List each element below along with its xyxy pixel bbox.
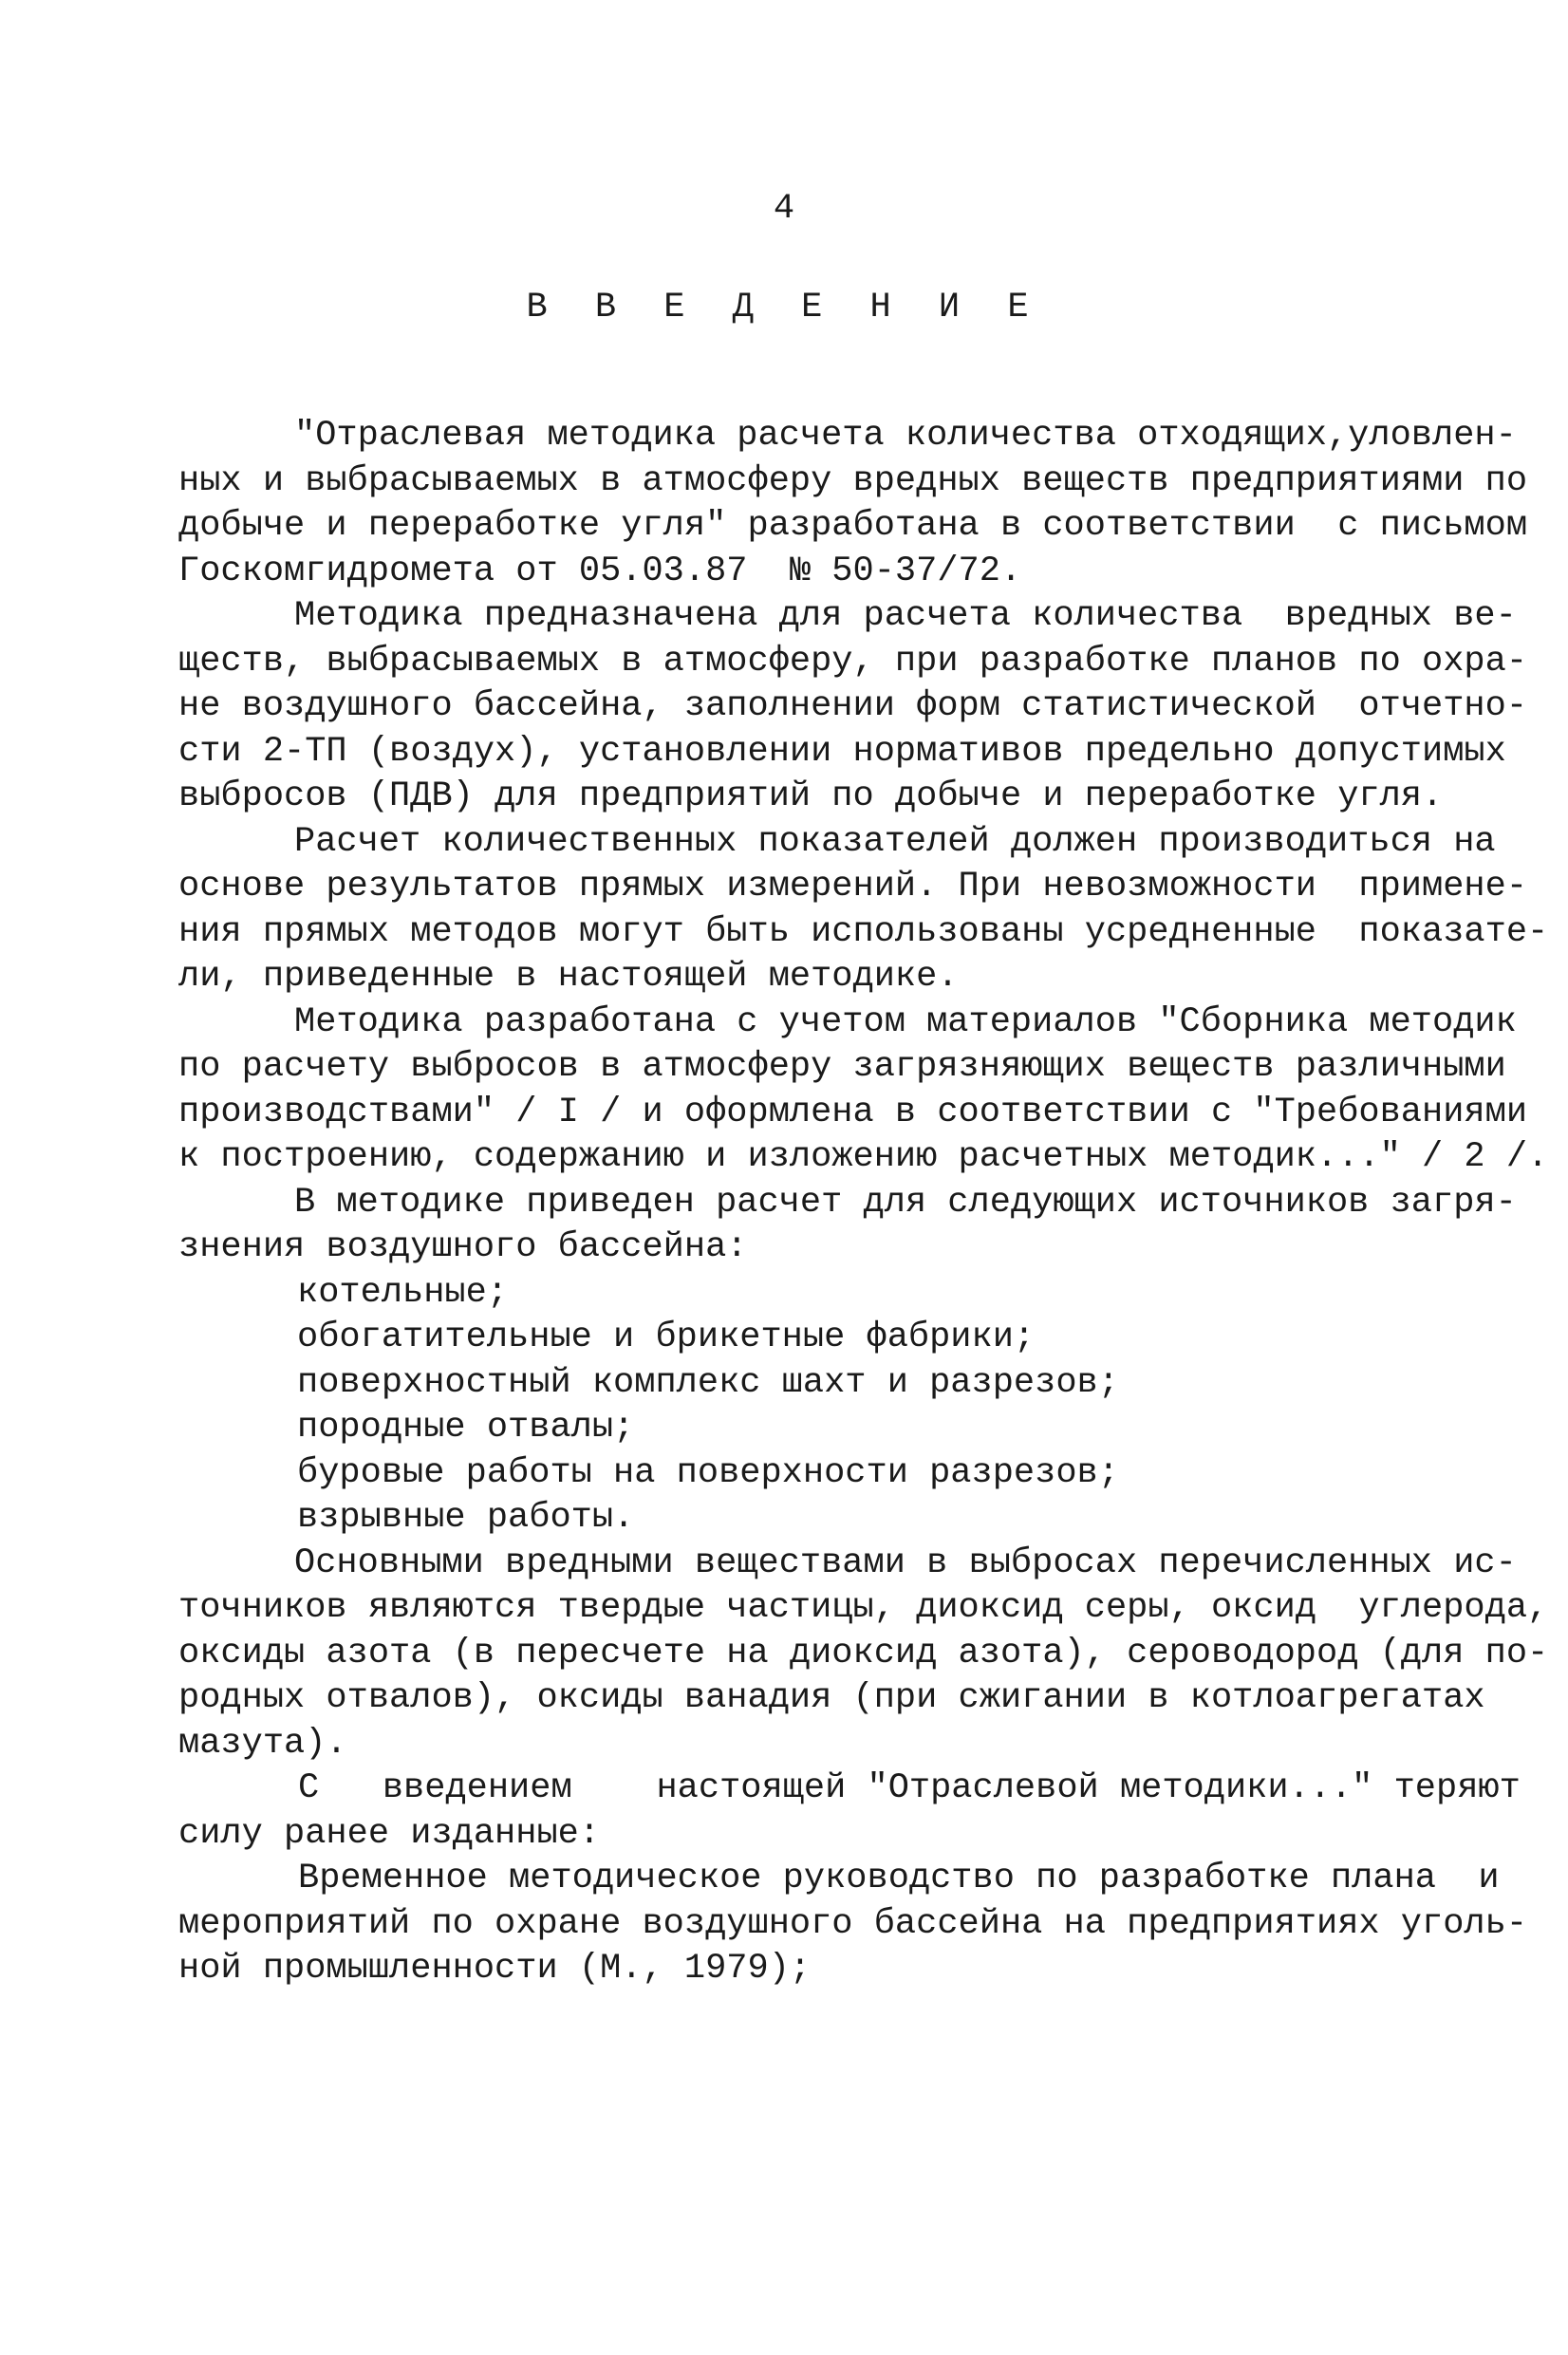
text-line: Методика разработана с учетом материалов "Сборника методик: [294, 1001, 1517, 1042]
text-line: основе результатов прямых измерений. При невозможности примене-: [178, 867, 1528, 906]
text-line: Методика предназначена для расчета количества вредных ве-: [294, 596, 1517, 636]
text-line: точников являются твердые частицы, диоксид серы, оксид углерода,: [178, 1588, 1549, 1628]
text-line: мазута).: [178, 1723, 347, 1764]
text-line: ной промышленности (М., 1979);: [178, 1949, 812, 1989]
list-item: породные отвалы;: [297, 1408, 635, 1448]
text-line: родных отвалов), оксиды ванадия (при сжигании в котлоагрегатах: [178, 1678, 1485, 1718]
list-item: буровые работы на поверхности разрезов;: [297, 1452, 1119, 1493]
text-line: оксиды азота (в пересчете на диоксид азота), сероводород (для по-: [178, 1633, 1549, 1673]
text-line: С введением настоящей "Отраслевой методики..." теряют: [298, 1768, 1521, 1808]
text-line: ных и выбрасываемых в атмосферу вредных веществ предприятиями по: [178, 460, 1528, 501]
text-line: производствами" / I / и оформлена в соответствии с "Требованиями: [178, 1092, 1528, 1132]
text-line: "Отраслевая методика расчета количества отходящих,уловлен-: [294, 416, 1517, 456]
text-line: добыче и переработке угля" разработана в соответствии с письмом: [178, 506, 1528, 546]
text-line: силу ранее изданные:: [178, 1813, 601, 1854]
text-line: выбросов (ПДВ) для предприятий по добыче и переработке угля.: [178, 776, 1444, 816]
text-line: ществ, выбрасываемых в атмосферу, при разработке планов по охра-: [178, 641, 1528, 682]
list-item: поверхностный комплекс шахт и разрезов;: [297, 1362, 1119, 1403]
text-line: знения воздушного бассейна:: [178, 1227, 748, 1267]
list-item: обогатительные и брикетные фабрики;: [297, 1318, 1036, 1357]
text-line: ния прямых методов могут быть использованы усредненные показате-: [178, 911, 1549, 952]
list-item: взрывные работы.: [297, 1498, 635, 1538]
text-line: Основными вредными веществами в выбросах перечисленных ис-: [294, 1542, 1517, 1583]
text-line: по расчету выбросов в атмосферу загрязняющих веществ различными: [178, 1047, 1506, 1087]
text-line: Госкомгидромета от 05.03.87 № 50-37/72.: [178, 551, 1022, 591]
section-heading: В В Е Д Е Н И Е: [526, 288, 1042, 327]
text-line: Расчет количественных показателей должен производиться на: [294, 821, 1496, 862]
text-line: к построению, содержанию и изложению расчетных методик..." / 2 /.: [178, 1137, 1549, 1177]
text-line: не воздушного бассейна, заполнении форм статистической отчетно-: [178, 686, 1528, 726]
document-body: [178, 414, 1549, 1992]
text-line: В методике приведен расчет для следующих источников загря-: [294, 1182, 1517, 1223]
list-item: котельные;: [297, 1272, 509, 1313]
text-line: мероприятий по охране воздушного бассейна на предприятиях уголь-: [178, 1903, 1528, 1944]
page-number: 4: [773, 189, 795, 229]
text-line: Временное методическое руководство по разработке плана и: [298, 1859, 1500, 1898]
text-line: ли, приведенные в настоящей методике.: [178, 957, 959, 997]
text-line: сти 2-ТП (воздух), установлении нормативов предельно допустимых: [178, 731, 1506, 772]
